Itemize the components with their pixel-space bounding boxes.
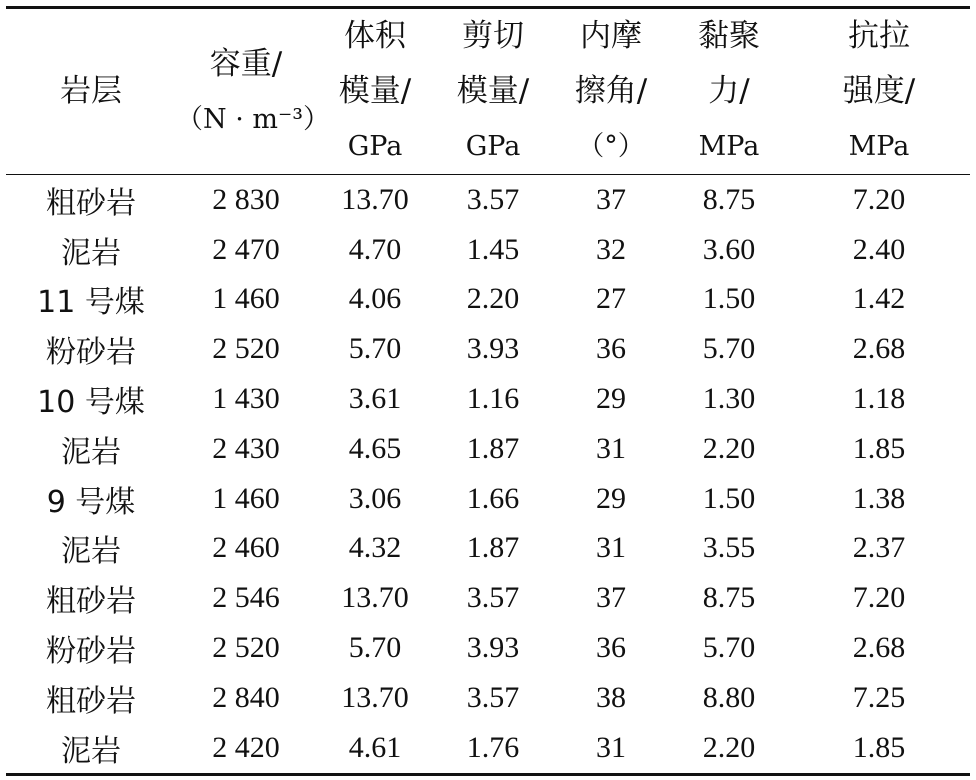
value-cell: 13.70 (341, 680, 409, 714)
value-cell: 1.50 (702, 481, 756, 515)
value-cell: 4.32 (348, 531, 402, 565)
value-cell: 4.06 (348, 282, 402, 316)
header-rock-layer (6, 8, 176, 175)
table-row (6, 324, 970, 374)
value-cell: 5.70 (348, 631, 402, 665)
value-cell: 3.57 (466, 581, 520, 615)
value-cell: 5.70 (702, 332, 756, 366)
value-cell: 7.25 (852, 680, 906, 714)
value-cell: 29 (596, 382, 626, 416)
table-body (6, 175, 970, 775)
value-cell: 5.70 (702, 631, 756, 665)
value-cell: 1 460 (212, 481, 280, 515)
value-cell: 37 (596, 182, 626, 216)
value-cell: 1.87 (466, 531, 520, 565)
value-cell: 3.61 (348, 382, 402, 416)
header-line: 容重/ (209, 45, 283, 82)
table-row (6, 225, 970, 275)
value-cell: 3.93 (466, 631, 520, 665)
value-cell: 27 (596, 282, 626, 316)
table-row (6, 673, 970, 723)
value-cell: 1.18 (852, 382, 906, 416)
value-cell: 2 430 (212, 431, 280, 465)
rock-layer-cell: 粉砂岩 (46, 335, 136, 371)
value-cell: 3.55 (702, 531, 756, 565)
value-cell: 38 (596, 680, 626, 714)
header-line: 体积 (344, 18, 406, 54)
value-cell: 2.20 (670, 723, 788, 774)
header-line: 擦角/ (574, 73, 648, 109)
value-cell: 2 420 (176, 723, 316, 774)
table-row (6, 474, 970, 524)
value-cell: 2 546 (212, 581, 280, 615)
value-cell: 2 470 (212, 232, 280, 266)
value-cell: 36 (596, 631, 626, 665)
rock-layer-cell: 泥岩 (61, 534, 121, 570)
rock-layer-cell: 粗砂岩 (46, 584, 136, 620)
value-cell: 1.76 (434, 723, 552, 774)
value-cell: 3.60 (702, 232, 756, 266)
header-cohesion (670, 8, 788, 175)
header-line: 剪切 (462, 18, 524, 54)
header-line: 内摩 (580, 18, 642, 54)
value-cell: 3.57 (466, 182, 520, 216)
value-cell: 1.45 (466, 232, 520, 266)
header-line: 模量/ (338, 73, 412, 109)
rock-layer-cell: 泥岩 (6, 723, 176, 774)
value-cell: 31 (596, 431, 626, 465)
rock-layer-cell: 粉砂岩 (46, 634, 136, 670)
value-cell: 2.20 (466, 282, 520, 316)
value-cell: 2.68 (852, 332, 906, 366)
value-cell: 1.42 (852, 282, 906, 316)
header-bulk-modulus (316, 8, 434, 175)
value-cell: 31 (596, 531, 626, 565)
value-cell: 5.70 (348, 332, 402, 366)
value-cell: 1.85 (852, 431, 906, 465)
value-cell: 2 460 (212, 531, 280, 565)
value-cell: 1.30 (702, 382, 756, 416)
header-shear-modulus (434, 8, 552, 175)
value-cell: 2.37 (852, 531, 906, 565)
value-cell: 32 (596, 232, 626, 266)
value-cell: 1 430 (212, 382, 280, 416)
header-line: 力/ (708, 73, 750, 109)
header-line: 模量/ (456, 73, 530, 109)
value-cell: 1.87 (466, 431, 520, 465)
value-cell: 2 840 (212, 680, 280, 714)
value-cell: 1.50 (702, 282, 756, 316)
value-cell: 7.20 (852, 581, 906, 615)
header-tensile-strength (788, 8, 970, 175)
value-cell: 29 (596, 481, 626, 515)
header-line: 强度/ (842, 73, 916, 109)
value-cell: 2.20 (702, 431, 756, 465)
value-cell: 2 830 (212, 182, 280, 216)
table-row (6, 374, 970, 424)
table-row (6, 723, 970, 774)
value-cell: 1 460 (212, 282, 280, 316)
rock-layer-cell: 粗砂岩 (46, 185, 136, 221)
value-cell: 3.06 (348, 481, 402, 515)
header-line: GPa (465, 131, 521, 162)
rock-layer-cell: 泥岩 (61, 235, 121, 271)
value-cell: 13.70 (341, 581, 409, 615)
value-cell: 1.16 (466, 382, 520, 416)
header-line: 抗拉 (848, 18, 910, 54)
rock-layer-cell: 粗砂岩 (46, 683, 136, 719)
table-row (6, 424, 970, 474)
value-cell: 37 (596, 581, 626, 615)
value-cell: 3.93 (466, 332, 520, 366)
value-cell: 1.38 (852, 481, 906, 515)
header-line: （°） (577, 131, 645, 162)
value-cell: 3.57 (466, 680, 520, 714)
value-cell: 1.66 (466, 481, 520, 515)
header-line: MPa (848, 131, 910, 162)
value-cell: 8.75 (702, 182, 756, 216)
value-cell: 4.70 (348, 232, 402, 266)
rock-parameters-table (6, 6, 970, 776)
header-line: （N · m⁻³） (176, 103, 331, 135)
value-cell: 36 (596, 332, 626, 366)
table-row (6, 275, 970, 325)
value-cell: 8.80 (702, 680, 756, 714)
value-cell: 8.75 (702, 581, 756, 615)
value-cell: 2 520 (212, 332, 280, 366)
rock-layer-cell: 9 号煤 (46, 484, 136, 520)
rock-layer-cell: 11 号煤 (37, 285, 145, 321)
table-row (6, 524, 970, 574)
header-line: 黏聚 (698, 18, 760, 54)
value-cell: 1.85 (788, 723, 970, 774)
value-cell: 2 520 (212, 631, 280, 665)
header-line: MPa (698, 131, 760, 162)
rock-layer-cell: 10 号煤 (37, 385, 145, 421)
header-unit-weight (176, 8, 331, 175)
rock-parameters-table-container (6, 6, 970, 776)
header-line: 岩层 (60, 73, 122, 109)
table-row (6, 623, 970, 673)
header-line: GPa (347, 131, 403, 162)
value-cell: 2.68 (852, 631, 906, 665)
value-cell: 4.65 (348, 431, 402, 465)
rock-layer-cell: 泥岩 (61, 434, 121, 470)
value-cell: 7.20 (852, 182, 906, 216)
value-cell: 4.61 (316, 723, 434, 774)
table-header-row (6, 8, 970, 175)
table-row (6, 573, 970, 623)
table-row (6, 175, 970, 225)
value-cell: 31 (552, 723, 670, 774)
value-cell: 13.70 (341, 182, 409, 216)
header-friction-angle (552, 8, 670, 175)
value-cell: 2.40 (852, 232, 906, 266)
